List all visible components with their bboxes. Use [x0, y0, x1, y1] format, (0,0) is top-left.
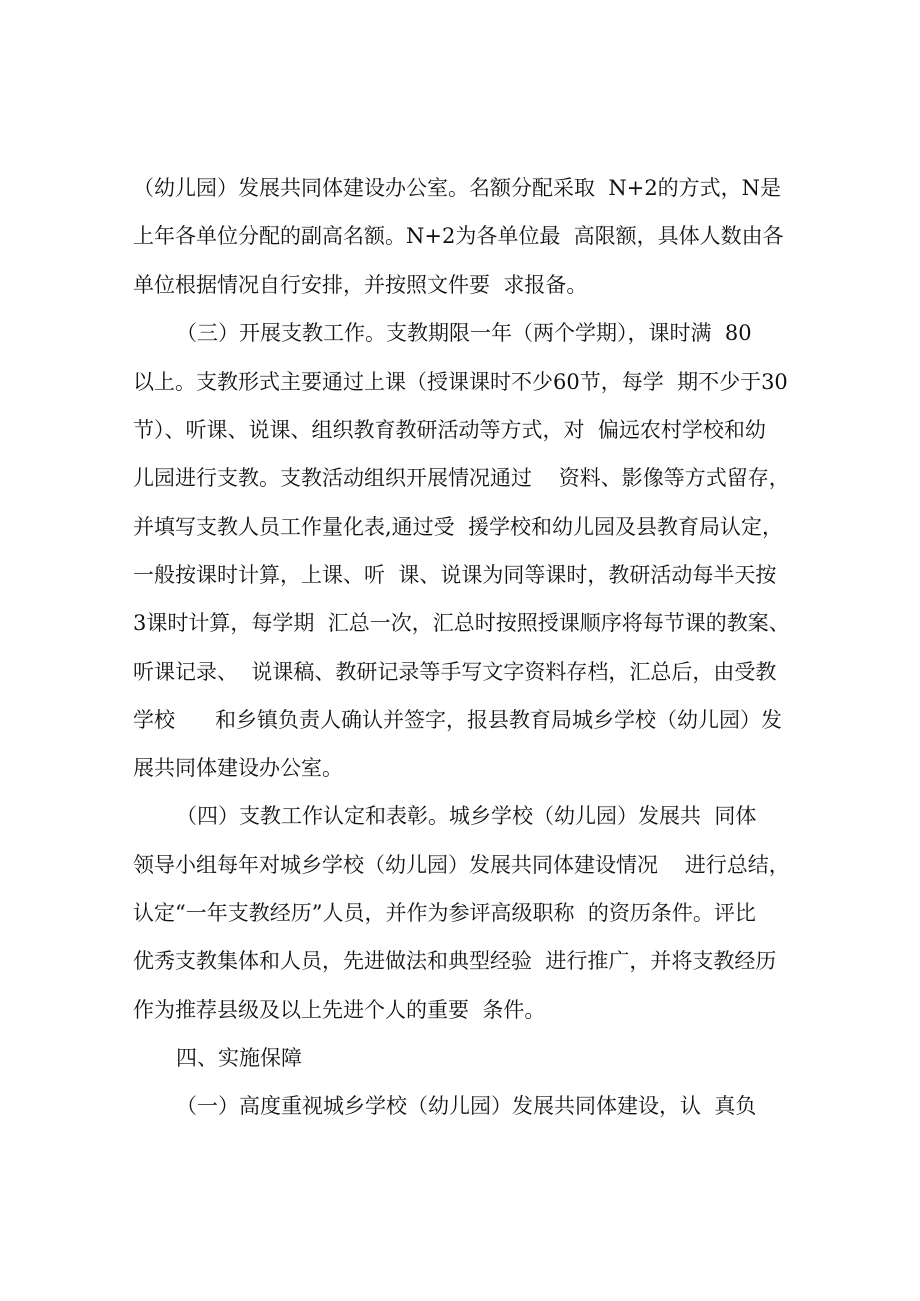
text-line: 展共同体建设办公室。: [133, 756, 343, 780]
text-line: 学校 和乡镇负责人确认并签字，报县教育局城乡学校（幼儿园）发: [133, 708, 783, 732]
text-line: 一般按课时计算，上课、听 课、说课为同等课时，教研活动每半天按: [133, 563, 777, 587]
text-line: （四）支教工作认定和表彰。城乡学校（幼儿园）发展共 同体: [176, 804, 757, 828]
text-line: 以上。支教形式主要通过上课（授课课时不少60节，每学 期不少于30: [133, 370, 788, 394]
text-line: 听课记录、 说课稿、教研记录等手写文字资料存档，汇总后，由受教: [133, 660, 777, 684]
text-line: 3课时计算，每学期 汇总一次，汇总时按照授课顺序将每节课的教案、: [133, 611, 790, 635]
text-line: 节）、听课、说课、组织教育教研活动等方式，对 偏远农村学校和幼: [133, 418, 766, 442]
text-line: 作为推荐县级及以上先进个人的重要 条件。: [133, 998, 546, 1022]
text-line: 单位根据情况自行安排，并按照文件要 求报备。: [133, 273, 588, 297]
text-line: 认定“一年支教经历”人员，并作为参评高级职称 的资历条件。评比: [133, 901, 756, 925]
text-line: 领导小组每年对城乡学校（幼儿园）发展共同体建设情况 进行总结，: [133, 853, 790, 877]
text-line: （一）高度重视城乡学校（幼儿园）发展共同体建设，认 真负: [176, 1094, 757, 1118]
text-line: （三）开展支教工作。支教期限一年（两个学期），课时满 80: [176, 321, 752, 345]
text-line: （幼儿园）发展共同体建设办公室。名额分配采取 N+2的方式，N是: [133, 176, 782, 200]
text-line: 儿园进行支教。支教活动组织开展情况通过 资料、影像等方式留存，: [133, 466, 790, 490]
text-line: 上年各单位分配的副高名额。N+2为各单位最 高限额，具体人数由各: [133, 224, 784, 248]
text-line: 优秀支教集体和人员，先进做法和典型经验 进行推广，并将支教经历: [133, 949, 777, 973]
section-heading: 四、实施保障: [176, 1046, 302, 1070]
text-line: 并填写支教人员工作量化表,通过受 援学校和幼儿园及县教育局认定，: [133, 515, 784, 539]
